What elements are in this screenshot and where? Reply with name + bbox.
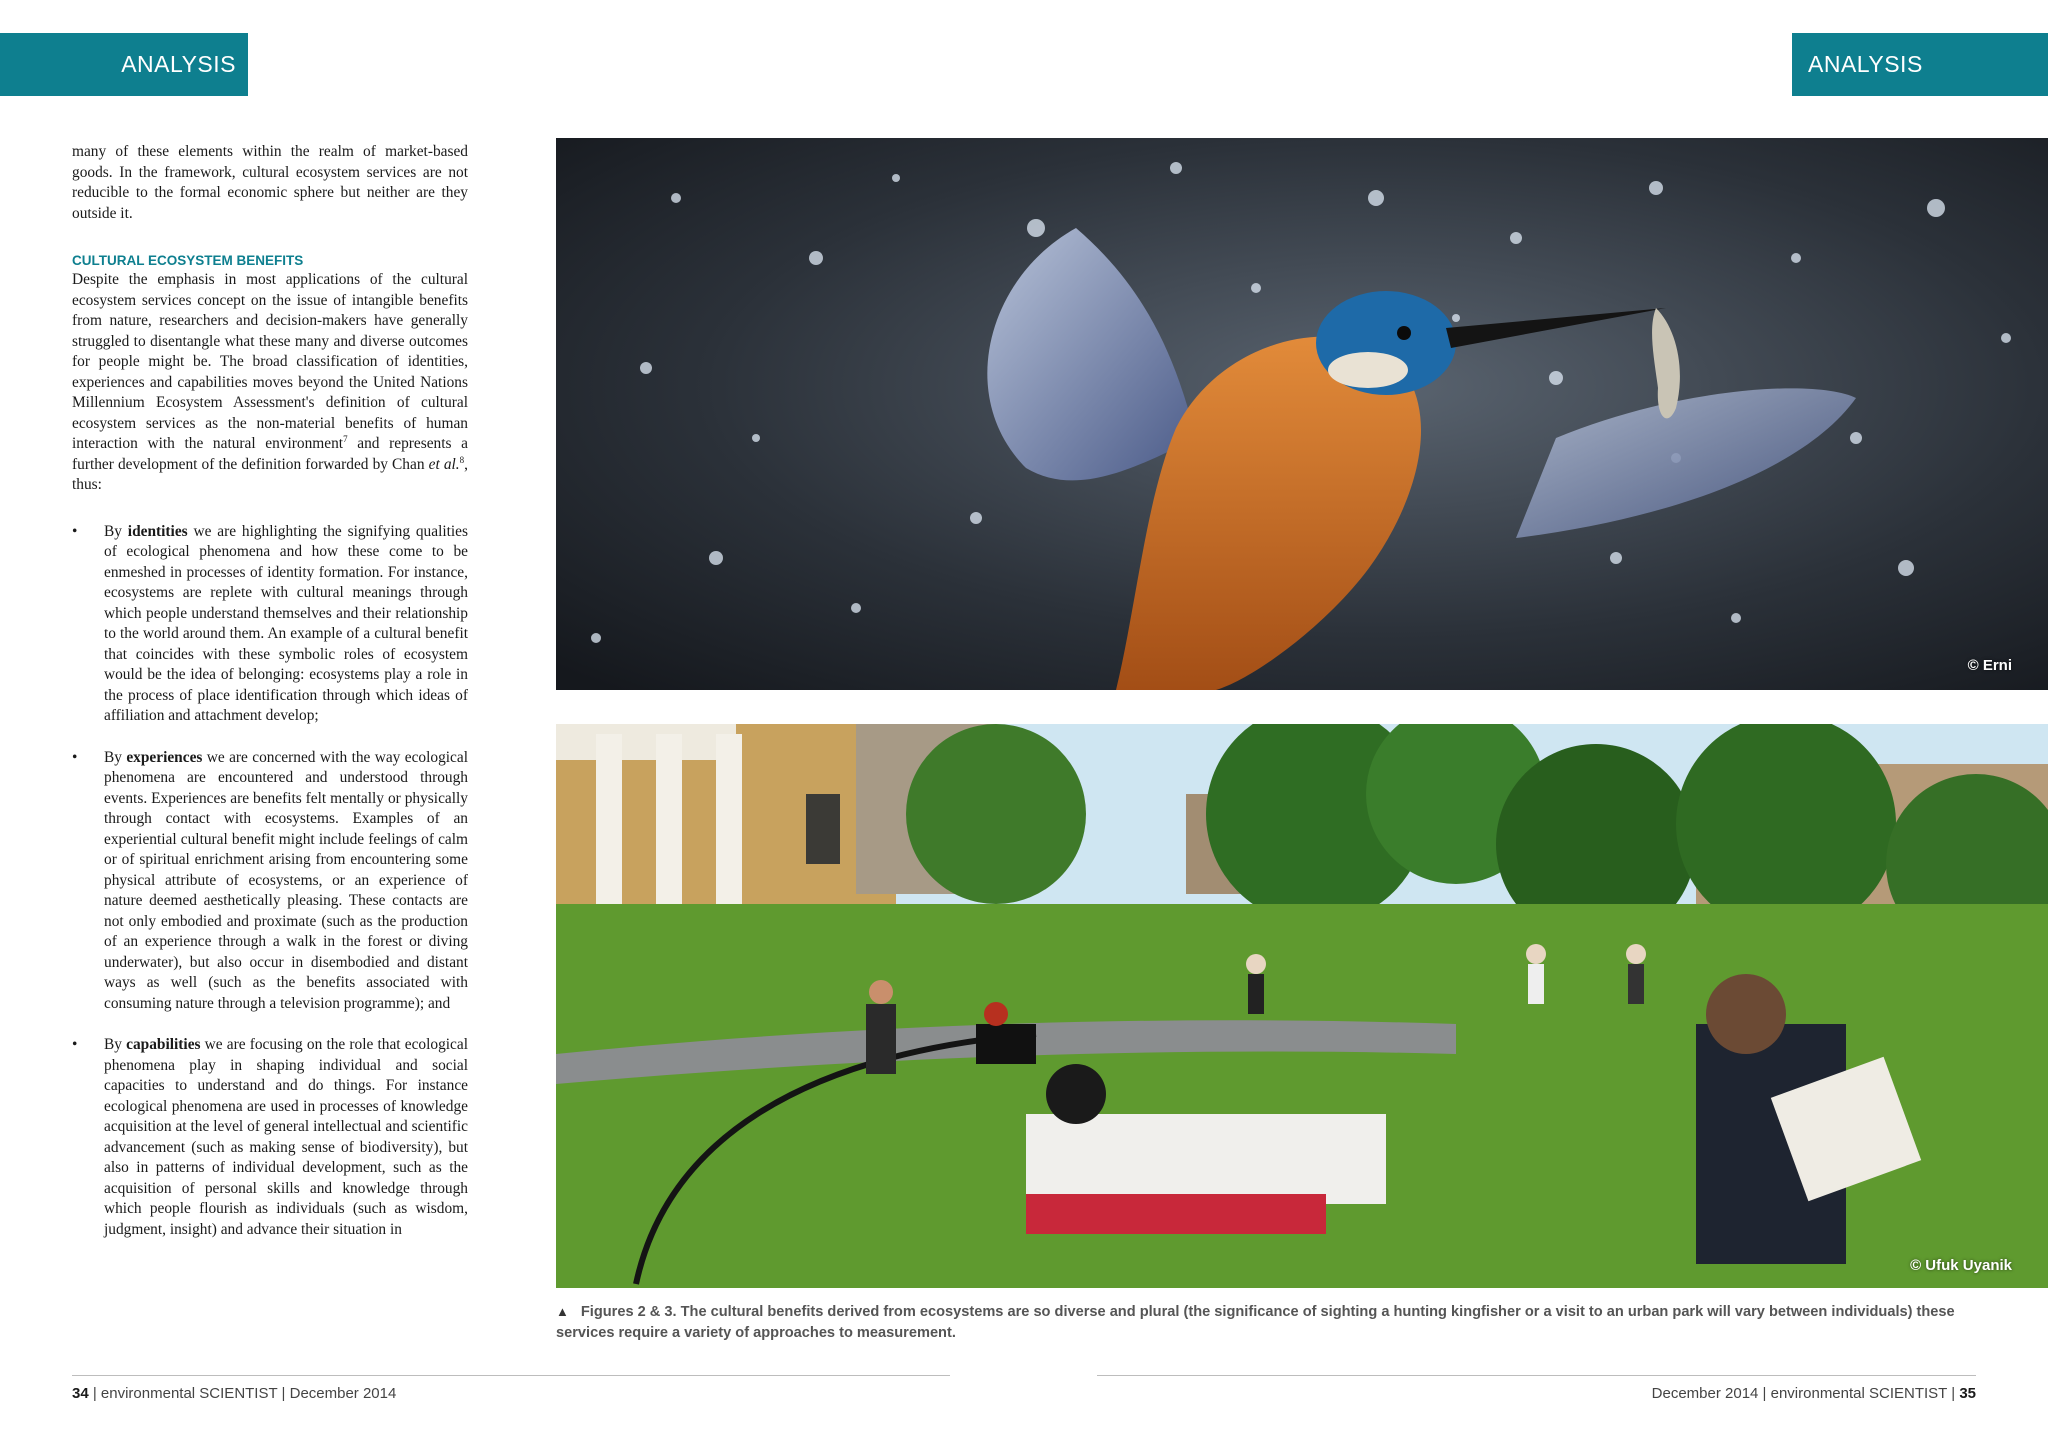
- kingfisher-illustration: [556, 138, 2048, 690]
- article-column: [72, 142, 468, 1261]
- body-paragraph: [72, 270, 468, 496]
- footer-divider-left: [72, 1375, 950, 1376]
- red-blanket: [1026, 1194, 1326, 1234]
- park-photo: [556, 724, 2048, 1288]
- list-item-term: experiences: [126, 748, 203, 766]
- benefits-list: [72, 522, 468, 1241]
- photo-credit-bottom: © Ufuk Uyanik: [1910, 1257, 2012, 1274]
- photo-credit-top: © Erni: [1967, 657, 2012, 674]
- section-heading: CULTURAL ECOSYSTEM BENEFITS: [72, 253, 304, 268]
- et-al-italic: et al.: [428, 455, 460, 473]
- page-number-left: 34: [72, 1385, 89, 1402]
- figure-caption: [556, 1301, 1996, 1344]
- page-number-right: 35: [1959, 1385, 1976, 1402]
- reclining-person: [1026, 1114, 1386, 1204]
- triangle-up-icon: ▲: [556, 1304, 569, 1319]
- intro-paragraph: many of these elements within the realm of market-based goods. In the framework, cultural ecosystem services are not reducible to the formal economic sphere but neither are they outside it.: [72, 143, 468, 222]
- kingfisher-photo: [556, 138, 2048, 690]
- list-item: [72, 522, 468, 727]
- body-paragraph-mid: and represents a further development of the definition forwarded by Chan: [72, 435, 468, 473]
- list-item-text: we are focusing on the role that ecological phenomena play in shaping individual and social capacities to understand and do things. For instance ecological phenomena are used in processes of knowledge acquisition at the level of general intellectual and scientific advancement (such as making sense of biodiversity), but also in patterns of individual development, such as the acquisition of personal skills and knowledge through which people flourish as individuals (such as wisdom, judgment, insight) and advance their situation in: [104, 1036, 468, 1238]
- tree: [1676, 724, 1896, 934]
- footer-left: [72, 1385, 396, 1402]
- section-tab-right-label: ANALYSIS: [1808, 51, 1923, 77]
- list-item-term: identities: [127, 522, 188, 540]
- list-item-text: we are concerned with the way ecological phenomena are encountered and understood through events. Experiences are benefits felt mentally or physically through contact with ecosystems. Examples of an experiential cultural benefit might include feelings of calm or of spiritual enrichment arising from encountering some physical attribute of ecosystems, or an experience of nature deemed aesthetically pleasing. These contacts are not only embodied and proximate (such as the production of an experience through a walk in the forest or diving underwater), but also occur in disembodied and distant ways as well (such as the benefits associated with consuming nature through a television programme); and: [104, 748, 468, 1012]
- footnote-ref-7[interactable]: 7: [343, 433, 348, 444]
- footer-right: [1652, 1385, 1976, 1402]
- body-paragraph-text: Despite the emphasis in most applications of the cultural ecosystem services concept on the issue of intangible benefits from nature, researchers and decision-makers have generally struggled to disentangle what these many and diverse outcomes for people might be. The broad classification of identities, experiences and capabilities moves beyond the United Nations Millennium Ecosystem Assessment's definition of cultural ecosystem services as the non-material benefits of human interaction with the natural environment: [72, 271, 468, 452]
- footer-right-text: December 2014 | environmental SCIENTIST |: [1651, 1385, 1960, 1402]
- bird-throat: [1328, 352, 1408, 388]
- list-item: [72, 748, 468, 1015]
- list-item: [72, 1035, 468, 1240]
- footnote-ref-8[interactable]: 8: [459, 454, 465, 465]
- park-illustration: [556, 724, 2048, 1288]
- footer-left-text: | environmental SCIENTIST | December 2014: [88, 1385, 397, 1402]
- section-tab-left-label: ANALYSIS: [121, 51, 236, 77]
- list-item-term: capabilities: [126, 1036, 201, 1053]
- list-item-prefix: By: [104, 748, 127, 766]
- body-paragraph-end: , thus:: [72, 455, 468, 493]
- list-item-prefix: By: [104, 1036, 127, 1053]
- figure-caption-text: Figures 2 & 3. The cultural benefits derived from ecosystems are so diverse and plural (the significance of sighting a hunting kingfisher or a visit to an urban park will vary between individuals) these services require a variety of approaches to measurement.: [556, 1304, 1955, 1341]
- list-item-prefix: By: [104, 522, 128, 540]
- section-tab-right: [1792, 33, 2048, 96]
- bird-eye: [1397, 326, 1411, 340]
- tree: [906, 724, 1086, 904]
- section-tab-left: [0, 33, 248, 96]
- footer-divider-right: [1097, 1375, 1976, 1376]
- list-item-text: we are highlighting the signifying qualities of ecological phenomena and how these come to be enmeshed in processes of identity formation. For instance, ecosystems are replete with cultural meanings through which people understand themselves and their relationship to the world around them. An example of a cultural benefit that coincides with these symbolic roles of ecosystem would be the idea of belonging: ecosystems play a role in the process of place identification through which ideas of affiliation and attachment develop;: [104, 522, 468, 724]
